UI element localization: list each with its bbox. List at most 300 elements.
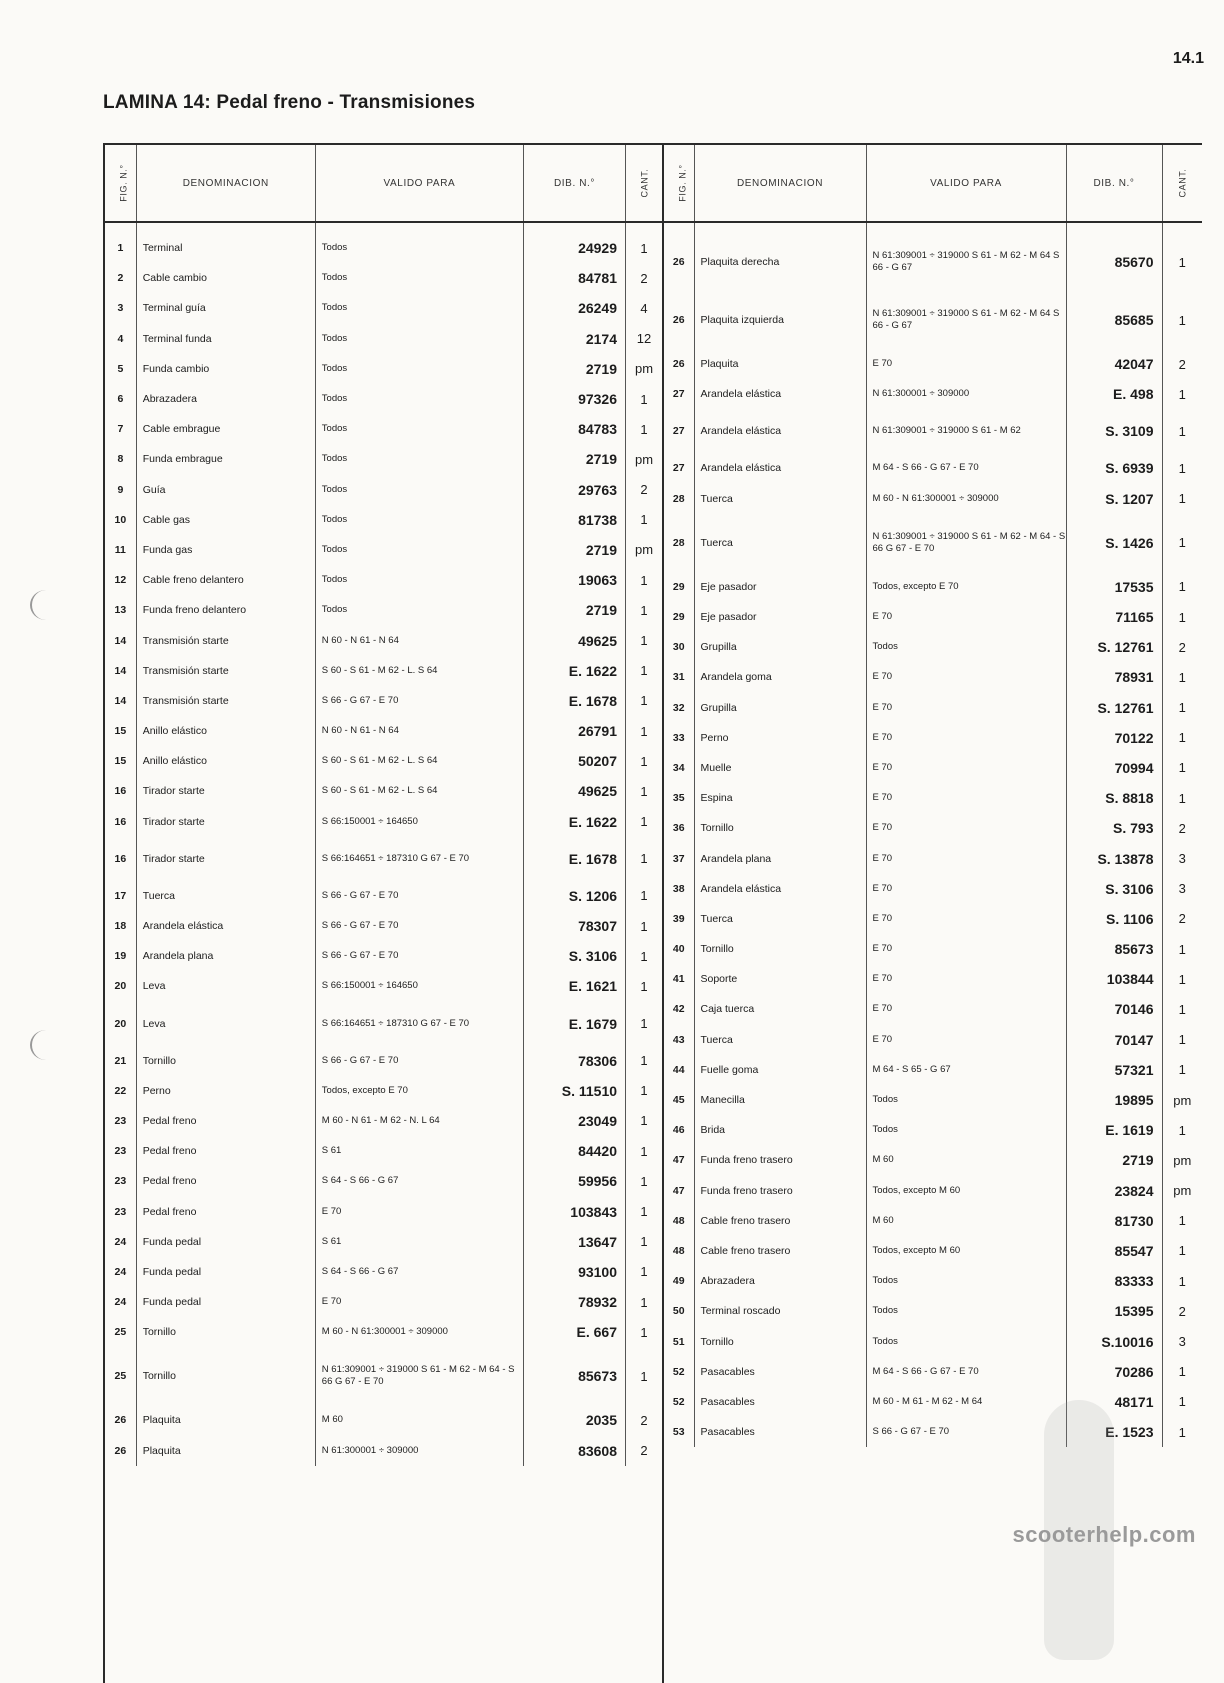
table-row <box>664 843 1202 873</box>
cantidad: 1 <box>1178 971 1186 987</box>
cantidad: 1 <box>640 1173 648 1189</box>
cantidad: 1 <box>640 512 648 528</box>
fig-number: 24 <box>105 1227 136 1257</box>
table-row <box>664 1025 1202 1055</box>
valido-para: Todos <box>315 505 523 535</box>
denominacion: Cable freno trasero <box>694 1206 866 1236</box>
valido-para: S 66:164651 ÷ 187310 G 67 - E 70 <box>315 837 523 881</box>
table-row <box>664 693 1202 723</box>
header-cant: CANT. <box>1162 145 1202 222</box>
table-row <box>105 837 662 881</box>
table-row <box>105 505 662 535</box>
fig-number: 52 <box>664 1357 694 1387</box>
fig-number: 47 <box>664 1176 694 1206</box>
fig-number: 17 <box>105 881 136 911</box>
table-row <box>105 1076 662 1106</box>
dib-number: S. 1207 <box>1066 484 1162 514</box>
table-row <box>105 656 662 686</box>
denominacion: Anillo elástico <box>136 716 315 746</box>
table-row <box>664 484 1202 514</box>
denominacion: Funda pedal <box>136 1257 315 1287</box>
table-row <box>664 723 1202 753</box>
dib-number: E. 1621 <box>524 971 626 1001</box>
table-row <box>105 535 662 565</box>
denominacion: Pedal freno <box>136 1106 315 1136</box>
table-row <box>105 1257 662 1287</box>
table-row <box>664 632 1202 662</box>
fig-number: 40 <box>664 934 694 964</box>
cantidad: 3 <box>1178 881 1186 897</box>
table-row <box>105 807 662 837</box>
dib-number: S. 3109 <box>1066 409 1162 453</box>
denominacion: Pasacables <box>694 1387 866 1417</box>
denominacion: Espina <box>694 783 866 813</box>
valido-para: Todos <box>315 595 523 625</box>
denominacion: Abrazadera <box>694 1266 866 1296</box>
cantidad: 1 <box>1178 1001 1186 1017</box>
cantidad: 1 <box>640 1234 648 1250</box>
cantidad: 1 <box>1178 1364 1186 1380</box>
fig-number: 49 <box>664 1266 694 1296</box>
table-row <box>664 1266 1202 1296</box>
valido-para: Todos <box>866 1115 1066 1145</box>
dib-number: 97326 <box>524 384 626 414</box>
cantidad: 2 <box>640 482 648 498</box>
fig-number: 22 <box>105 1076 136 1106</box>
denominacion: Transmisión starte <box>136 686 315 716</box>
table-row <box>664 783 1202 813</box>
denominacion: Tuerca <box>694 904 866 934</box>
dib-number: 2719 <box>524 354 626 384</box>
dib-number: 85685 <box>1066 291 1162 349</box>
dib-number: S. 793 <box>1066 813 1162 843</box>
table-row <box>105 716 662 746</box>
dib-number: 81738 <box>524 505 626 535</box>
header-fig: FIG. N.° <box>105 145 136 222</box>
dib-number: E. 1622 <box>524 807 626 837</box>
fig-number: 13 <box>105 595 136 625</box>
denominacion: Leva <box>136 971 315 1001</box>
fig-number: 30 <box>664 632 694 662</box>
table-row <box>664 1236 1202 1266</box>
fig-number: 44 <box>664 1055 694 1085</box>
cantidad: 1 <box>1178 1032 1186 1048</box>
valido-para: M 64 - S 65 - G 67 <box>866 1055 1066 1085</box>
valido-para: N 61:309001 ÷ 319000 S 61 - M 62 - M 64 S 66 - G 67 <box>866 222 1066 291</box>
fig-number: 26 <box>664 291 694 349</box>
table-row <box>105 1347 662 1405</box>
table-row <box>664 291 1202 349</box>
cantidad: 1 <box>640 1083 648 1099</box>
table-row <box>664 349 1202 379</box>
valido-para: E 70 <box>866 693 1066 723</box>
valido-para: E 70 <box>315 1287 523 1317</box>
fig-number: 43 <box>664 1025 694 1055</box>
valido-para: N 60 - N 61 - N 64 <box>315 625 523 655</box>
cantidad: 4 <box>640 300 648 316</box>
denominacion: Tirador starte <box>136 807 315 837</box>
denominacion: Arandela elástica <box>694 409 866 453</box>
denominacion: Transmisión starte <box>136 656 315 686</box>
header-valido-para: VALIDO PARA <box>315 145 523 222</box>
fig-number: 12 <box>105 565 136 595</box>
denominacion: Abrazadera <box>136 384 315 414</box>
dib-number: 2719 <box>524 595 626 625</box>
valido-para: Todos <box>315 535 523 565</box>
valido-para: E 70 <box>866 994 1066 1024</box>
cantidad: 1 <box>640 421 648 437</box>
cantidad: 1 <box>1178 1243 1186 1259</box>
table-row <box>105 414 662 444</box>
table-row <box>105 293 662 323</box>
denominacion: Manecilla <box>694 1085 866 1115</box>
dib-number: S.10016 <box>1066 1326 1162 1356</box>
table-row <box>664 1206 1202 1236</box>
cantidad: 1 <box>640 602 648 618</box>
cantidad: 1 <box>1178 700 1186 716</box>
valido-para: S 66:164651 ÷ 187310 G 67 - E 70 <box>315 1002 523 1046</box>
dib-number: 78931 <box>1066 662 1162 692</box>
denominacion: Tuerca <box>694 1025 866 1055</box>
denominacion: Arandela elástica <box>136 911 315 941</box>
table-row <box>105 1227 662 1257</box>
valido-para: Todos <box>866 1326 1066 1356</box>
cantidad: 1 <box>1178 760 1186 776</box>
dib-number: 42047 <box>1066 349 1162 379</box>
valido-para: E 70 <box>315 1196 523 1226</box>
fig-number: 26 <box>105 1436 136 1466</box>
table-row <box>105 565 662 595</box>
denominacion: Fuelle goma <box>694 1055 866 1085</box>
fig-number: 45 <box>664 1085 694 1115</box>
valido-para: Todos <box>315 354 523 384</box>
dib-number: 70994 <box>1066 753 1162 783</box>
cantidad: 2 <box>1178 911 1186 927</box>
dib-number: 84781 <box>524 263 626 293</box>
dib-number: S. 3106 <box>1066 874 1162 904</box>
fig-number: 20 <box>105 971 136 1001</box>
valido-para: Todos <box>315 263 523 293</box>
valido-para: M 60 - N 61 - M 62 - N. L 64 <box>315 1106 523 1136</box>
table-row <box>664 1296 1202 1326</box>
dib-number: S. 12761 <box>1066 693 1162 723</box>
dib-number: 48171 <box>1066 1387 1162 1417</box>
valido-para: M 60 - M 61 - M 62 - M 64 <box>866 1387 1066 1417</box>
dib-number: 2719 <box>524 535 626 565</box>
table-row <box>105 1405 662 1435</box>
table-row <box>664 904 1202 934</box>
fig-number: 31 <box>664 662 694 692</box>
header-denominacion: DENOMINACION <box>136 145 315 222</box>
denominacion: Funda embrague <box>136 444 315 474</box>
fig-number: 18 <box>105 911 136 941</box>
cantidad: 1 <box>1178 535 1186 551</box>
valido-para: Todos, excepto M 60 <box>866 1176 1066 1206</box>
denominacion: Leva <box>136 1002 315 1046</box>
table-row <box>105 1196 662 1226</box>
dib-number: 23049 <box>524 1106 626 1136</box>
cantidad: 1 <box>640 814 648 830</box>
fig-number: 21 <box>105 1046 136 1076</box>
parts-table-right <box>664 145 1202 1683</box>
dib-number: 26249 <box>524 293 626 323</box>
page-title: LAMINA 14: Pedal freno - Transmisiones <box>103 92 476 113</box>
header-cant: CANT. <box>626 145 662 222</box>
valido-para: Todos <box>315 565 523 595</box>
fig-number: 6 <box>105 384 136 414</box>
cantidad: 1 <box>640 633 648 649</box>
cantidad: 1 <box>640 1204 648 1220</box>
fig-number: 33 <box>664 723 694 753</box>
dib-number: 70146 <box>1066 994 1162 1024</box>
table-row <box>664 222 1202 291</box>
header-fig: FIG. N.° <box>664 145 694 222</box>
fig-number: 36 <box>664 813 694 843</box>
denominacion: Transmisión starte <box>136 625 315 655</box>
cantidad: 1 <box>1178 1213 1186 1229</box>
table-row <box>105 1046 662 1076</box>
valido-para: Todos <box>866 1296 1066 1326</box>
fig-number: 16 <box>105 807 136 837</box>
cantidad: 1 <box>640 663 648 679</box>
fig-number: 25 <box>105 1317 136 1347</box>
table-row <box>664 874 1202 904</box>
watermark-text: scooterhelp.com <box>1012 1522 1196 1547</box>
cantidad: 1 <box>640 1264 648 1280</box>
cantidad: 1 <box>1178 254 1186 270</box>
fig-number: 1 <box>105 222 136 263</box>
cantidad: 1 <box>640 1113 648 1129</box>
fig-number: 51 <box>664 1326 694 1356</box>
denominacion: Cable embrague <box>136 414 315 444</box>
fig-number: 8 <box>105 444 136 474</box>
cantidad: 1 <box>640 1053 648 1069</box>
cantidad: 1 <box>1178 1062 1186 1078</box>
table-row <box>664 753 1202 783</box>
header-dib: DIB. N.° <box>1066 145 1162 222</box>
valido-para: E 70 <box>866 934 1066 964</box>
dib-number: E. 1619 <box>1066 1115 1162 1145</box>
valido-para: Todos <box>315 324 523 354</box>
table-row <box>105 595 662 625</box>
dib-number: 85547 <box>1066 1236 1162 1266</box>
table-row <box>105 1436 662 1466</box>
valido-para: Todos <box>315 414 523 444</box>
fig-number: 25 <box>105 1347 136 1405</box>
valido-para: M 60 <box>866 1206 1066 1236</box>
valido-para: N 60 - N 61 - N 64 <box>315 716 523 746</box>
table-row <box>105 686 662 716</box>
cantidad: 1 <box>640 783 648 799</box>
fig-number: 27 <box>664 453 694 483</box>
dib-number: E. 1523 <box>1066 1417 1162 1447</box>
dib-number: E. 667 <box>524 1317 626 1347</box>
valido-para: S 66 - G 67 - E 70 <box>315 1046 523 1076</box>
dib-number: 85673 <box>1066 934 1162 964</box>
table-row <box>664 453 1202 483</box>
valido-para: N 61:309001 ÷ 319000 S 61 - M 62 - M 64 S 66 - G 67 <box>866 291 1066 349</box>
fig-number: 29 <box>664 602 694 632</box>
table-row <box>664 514 1202 572</box>
dib-number: E. 1678 <box>524 837 626 881</box>
table-row <box>105 444 662 474</box>
valido-para: M 60 - N 61:300001 ÷ 309000 <box>315 1317 523 1347</box>
cantidad: 1 <box>640 391 648 407</box>
valido-para: N 61:300001 ÷ 309000 <box>866 379 1066 409</box>
valido-para: E 70 <box>866 1025 1066 1055</box>
fig-number: 32 <box>664 693 694 723</box>
valido-para: N 61:309001 ÷ 319000 S 61 - M 62 <box>866 409 1066 453</box>
cantidad: 3 <box>1178 851 1186 867</box>
valido-para: S 66 - G 67 - E 70 <box>315 911 523 941</box>
fig-number: 23 <box>105 1106 136 1136</box>
fig-number: 14 <box>105 656 136 686</box>
valido-para: S 60 - S 61 - M 62 - L. S 64 <box>315 746 523 776</box>
table-row <box>105 324 662 354</box>
table-row <box>105 1106 662 1136</box>
dib-number: S. 1426 <box>1066 514 1162 572</box>
denominacion: Funda pedal <box>136 1227 315 1257</box>
valido-para: Todos <box>315 384 523 414</box>
valido-para: Todos <box>866 632 1066 662</box>
valido-para: E 70 <box>866 783 1066 813</box>
dib-number: 70286 <box>1066 1357 1162 1387</box>
table-row <box>105 881 662 911</box>
cantidad: 1 <box>1178 460 1186 476</box>
cantidad: 3 <box>1178 1334 1186 1350</box>
valido-para: Todos, excepto M 60 <box>866 1236 1066 1266</box>
table-row <box>664 572 1202 602</box>
fig-number: 24 <box>105 1257 136 1287</box>
cantidad: 1 <box>1178 1424 1186 1440</box>
table-row <box>105 475 662 505</box>
dib-number: 70122 <box>1066 723 1162 753</box>
denominacion: Pasacables <box>694 1417 866 1447</box>
fig-number: 16 <box>105 776 136 806</box>
cantidad: 1 <box>640 1143 648 1159</box>
valido-para: Todos <box>315 475 523 505</box>
table-row <box>105 263 662 293</box>
table-row <box>664 1115 1202 1145</box>
dib-number: S. 1106 <box>1066 904 1162 934</box>
dib-number: 57321 <box>1066 1055 1162 1085</box>
valido-para: M 60 <box>866 1145 1066 1175</box>
fig-number: 26 <box>664 349 694 379</box>
valido-para: S 66 - G 67 - E 70 <box>866 1417 1066 1447</box>
fig-number: 16 <box>105 837 136 881</box>
table-row <box>664 379 1202 409</box>
table-row <box>105 941 662 971</box>
fig-number: 46 <box>664 1115 694 1145</box>
valido-para: E 70 <box>866 964 1066 994</box>
denominacion: Arandela goma <box>694 662 866 692</box>
denominacion: Tirador starte <box>136 837 315 881</box>
cantidad: 1 <box>1178 1122 1186 1138</box>
valido-para: S 66:150001 ÷ 164650 <box>315 807 523 837</box>
denominacion: Cable gas <box>136 505 315 535</box>
dib-number: S. 8818 <box>1066 783 1162 813</box>
valido-para: N 61:300001 ÷ 309000 <box>315 1436 523 1466</box>
denominacion: Pedal freno <box>136 1166 315 1196</box>
dib-number: 19063 <box>524 565 626 595</box>
dib-number: E. 498 <box>1066 379 1162 409</box>
denominacion: Guía <box>136 475 315 505</box>
denominacion: Funda cambio <box>136 354 315 384</box>
dib-number: 2719 <box>524 444 626 474</box>
table-row <box>664 1145 1202 1175</box>
denominacion: Tornillo <box>136 1317 315 1347</box>
cantidad: 1 <box>640 693 648 709</box>
denominacion: Eje pasador <box>694 572 866 602</box>
fig-number: 48 <box>664 1206 694 1236</box>
table-row <box>664 1055 1202 1085</box>
dib-number: 78306 <box>524 1046 626 1076</box>
dib-number: 2035 <box>524 1405 626 1435</box>
table-row <box>105 1166 662 1196</box>
table-row <box>105 1287 662 1317</box>
denominacion: Perno <box>136 1076 315 1106</box>
fig-number: 23 <box>105 1166 136 1196</box>
table-row <box>105 911 662 941</box>
valido-para: E 70 <box>866 723 1066 753</box>
cantidad: 1 <box>640 948 648 964</box>
cantidad: 1 <box>1178 312 1186 328</box>
cantidad: 1 <box>1178 386 1186 402</box>
fig-number: 38 <box>664 874 694 904</box>
table-row <box>664 1176 1202 1206</box>
denominacion: Cable freno trasero <box>694 1236 866 1266</box>
cantidad: 1 <box>1178 1273 1186 1289</box>
fig-number: 52 <box>664 1387 694 1417</box>
valido-para: Todos, excepto E 70 <box>866 572 1066 602</box>
denominacion: Grupilla <box>694 632 866 662</box>
fig-number: 19 <box>105 941 136 971</box>
denominacion: Tornillo <box>694 934 866 964</box>
dib-number: 59956 <box>524 1166 626 1196</box>
cantidad: 2 <box>640 1443 648 1459</box>
table-row <box>664 994 1202 1024</box>
cantidad: 1 <box>1178 609 1186 625</box>
fig-number: 53 <box>664 1417 694 1447</box>
denominacion: Tuerca <box>694 514 866 572</box>
dib-number: S. 1206 <box>524 881 626 911</box>
table-row <box>664 964 1202 994</box>
fig-number: 26 <box>105 1405 136 1435</box>
cantidad: 1 <box>1178 491 1186 507</box>
fig-number: 11 <box>105 535 136 565</box>
denominacion: Pasacables <box>694 1357 866 1387</box>
denominacion: Plaquita <box>136 1405 315 1435</box>
dib-number: S. 12761 <box>1066 632 1162 662</box>
fig-number: 27 <box>664 409 694 453</box>
page-number: 14.1 <box>1172 50 1204 67</box>
table-row <box>105 776 662 806</box>
dib-number: 2174 <box>524 324 626 354</box>
table-row <box>664 1085 1202 1115</box>
table-row <box>105 384 662 414</box>
valido-para: S 64 - S 66 - G 67 <box>315 1166 523 1196</box>
cantidad: 1 <box>1178 579 1186 595</box>
table-row <box>105 746 662 776</box>
denominacion: Pedal freno <box>136 1136 315 1166</box>
valido-para: Todos <box>315 293 523 323</box>
dib-number: 49625 <box>524 625 626 655</box>
valido-para: N 61:309001 ÷ 319000 S 61 - M 62 - M 64 - S 66 G 67 - E 70 <box>315 1347 523 1405</box>
denominacion: Plaquita izquierda <box>694 291 866 349</box>
denominacion: Cable freno delantero <box>136 565 315 595</box>
dib-number: 85670 <box>1066 222 1162 291</box>
dib-number: 13647 <box>524 1227 626 1257</box>
